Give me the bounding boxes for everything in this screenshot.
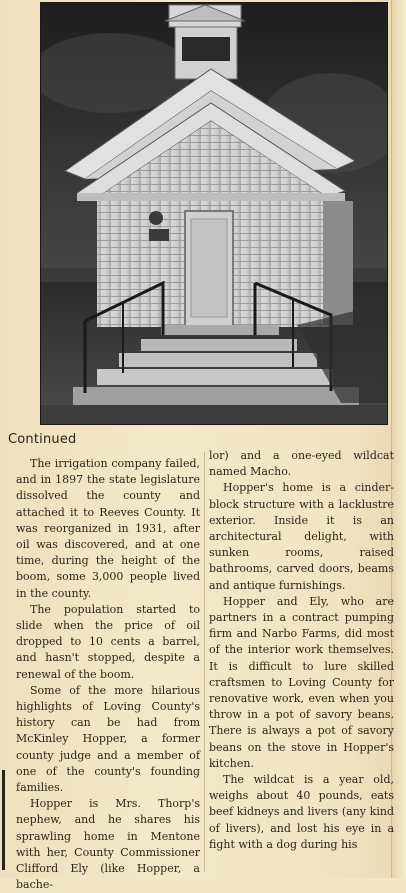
paragraph: Hopper's home is a cinder-block structure with a lacklustre exterior. Inside it is an architectural delight, with sunken rooms, raised bathrooms, carved doors, beams and antique furnishings. — [209, 481, 394, 592]
article-column-left — [16, 456, 200, 893]
column-divider — [204, 452, 205, 872]
paragraph: Some of the more hilarious highlights of Loving County's history can be had from McKinley Hopper, a former county judge and a member of one of the county's founding families. — [16, 683, 200, 795]
paragraph: The population started to slide when the price of oil dropped to 10 cents a barrel, and hasn't stopped, despite a renewal of the boom. — [16, 602, 200, 681]
margin-mark — [2, 770, 5, 870]
paragraph: Hopper is Mrs. Thorp's nephew, and he shares his sprawling home in Mentone with her, County Commissioner Clifford Ely (like Hopper, a bache- — [16, 797, 200, 892]
paragraph: The irrigation company failed, and in 1897 the state legislature dissolved the county and attached it to Reeves County. It was reorganized in 1931, after oil was discovered, and at one time, during the height of the boom, some 3,000 people lived in the county. — [16, 457, 200, 600]
paragraph: The wildcat is a year old, weighs about 40 pounds, eats beef kidneys and livers (any kind of livers), and lost his eye in a fight with a dog during his — [209, 773, 394, 851]
paragraph: Hopper and Ely, who are partners in a contract pumping firm and Narbo Farms, did most of the interior work themselves. It is difficult to lure skilled craftsmen to Loving County for renovative work, even when you throw in a pot of savory beans. There is always a pot of savory beans on the stove in Hopper's kitchen. — [209, 594, 394, 770]
continued-heading: Continued — [8, 432, 77, 447]
article-column-right — [209, 448, 394, 853]
building-photo — [40, 2, 388, 425]
paragraph: lor) and a one-eyed wildcat named Macho. — [209, 449, 394, 479]
